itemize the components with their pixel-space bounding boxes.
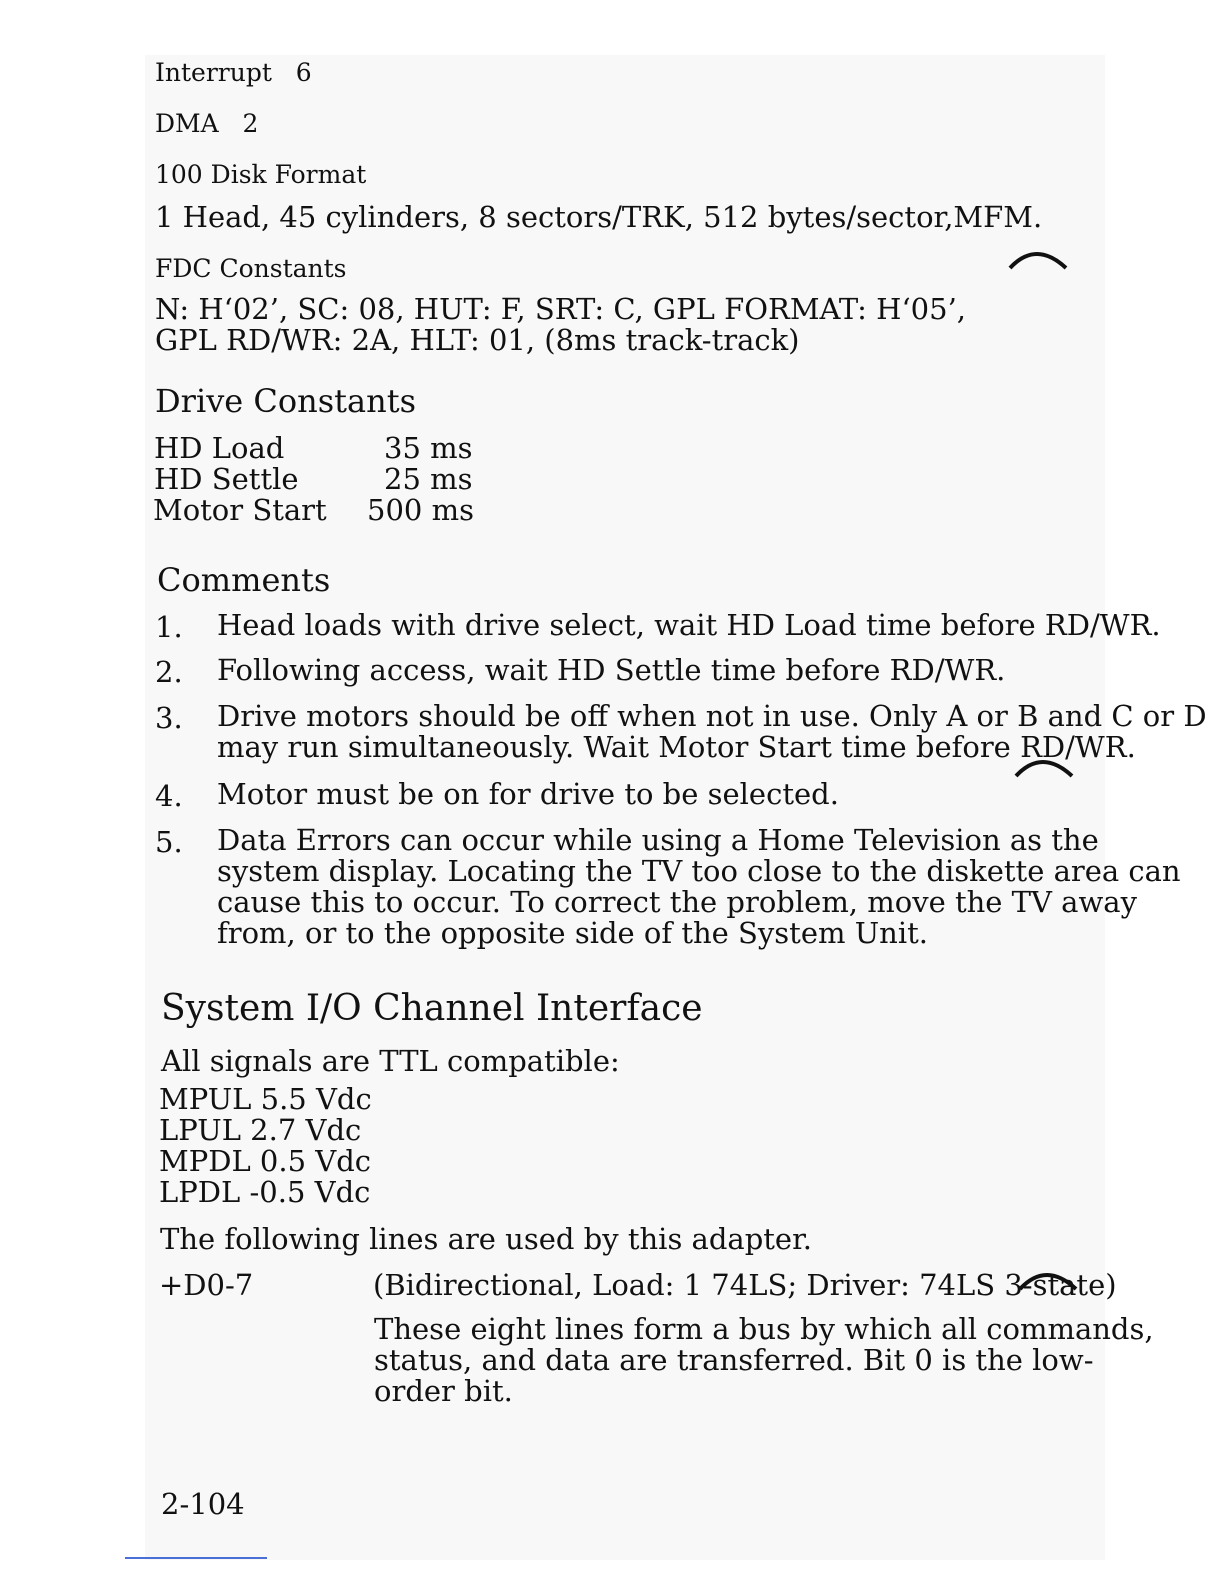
comment-number-2: 2. — [155, 655, 183, 689]
comment-number-5: 5. — [155, 825, 183, 859]
signal-name: +D0-7 — [159, 1268, 254, 1302]
interrupt-label: Interrupt — [155, 58, 272, 87]
comment-number-1: 1. — [155, 610, 183, 644]
disk-format-heading: 100 Disk Format — [155, 160, 367, 189]
comment-5-line-2: system display. Locating the TV too close to the diskette area can — [217, 854, 1181, 888]
io-channel-intro: All signals are TTL compatible: — [161, 1044, 620, 1078]
signal-level-4: LPDL -0.5 Vdc — [159, 1175, 371, 1209]
interrupt-value: 6 — [295, 58, 312, 87]
drive-constant-value-1: 35 ms — [384, 431, 473, 465]
page-number: 2-104 — [161, 1487, 245, 1521]
signal-level-2: LPUL 2.7 Vdc — [159, 1113, 362, 1147]
dma-value: 2 — [242, 109, 259, 138]
comment-1-line-1: Head loads with drive select, wait HD Load time before RD/WR. — [217, 608, 1161, 642]
drive-constants-heading: Drive Constants — [155, 382, 416, 420]
fdc-constants-line-1: N: H‘02’, SC: 08, HUT: F, SRT: C, GPL FORMAT: H‘05’, — [155, 292, 967, 326]
signal-description-line-3: order bit. — [374, 1374, 513, 1408]
drive-constant-name-3: Motor Start — [153, 493, 327, 527]
margin-arc-icon — [1014, 752, 1074, 782]
comment-3-line-1: Drive motors should be off when not in use. Only A or B and C or D — [217, 699, 1207, 733]
signal-description-line-1: These eight lines form a bus by which all commands, — [374, 1312, 1154, 1346]
lines-note: The following lines are used by this adapter. — [160, 1222, 812, 1256]
comment-number-3: 3. — [155, 701, 183, 735]
fdc-constants-line-2: GPL RD/WR: 2A, HLT: 01, (8ms track-track) — [155, 323, 800, 357]
signal-level-3: MPDL 0.5 Vdc — [159, 1144, 372, 1178]
drive-constant-value-3: 500 ms — [367, 493, 474, 527]
signal-level-1: MPUL 5.5 Vdc — [159, 1082, 372, 1116]
fdc-constants-heading: FDC Constants — [155, 254, 347, 283]
drive-constant-value-2: 25 ms — [384, 462, 473, 496]
margin-arc-icon — [1008, 244, 1068, 274]
dma-label: DMA — [155, 109, 219, 138]
comment-number-4: 4. — [155, 779, 183, 813]
disk-format-text: 1 Head, 45 cylinders, 8 sectors/TRK, 512 bytes/sector,MFM. — [155, 200, 1043, 234]
bottom-blue-bar — [125, 1557, 267, 1559]
comment-2-line-1: Following access, wait HD Settle time before RD/WR. — [217, 653, 1006, 687]
io-channel-heading: System I/O Channel Interface — [161, 988, 703, 1029]
signal-spec: (Bidirectional, Load: 1 74LS; Driver: 74LS 3-state) — [373, 1268, 1117, 1302]
comment-5-line-1: Data Errors can occur while using a Home Television as the — [217, 823, 1099, 857]
comments-heading: Comments — [157, 561, 331, 599]
comment-4-line-1: Motor must be on for drive to be selected. — [217, 777, 839, 811]
drive-constant-name-2: HD Settle — [154, 462, 299, 496]
interrupt-line — [155, 58, 312, 87]
comment-3-line-2: may run simultaneously. Wait Motor Start time before RD/WR. — [217, 730, 1136, 764]
drive-constant-name-1: HD Load — [154, 431, 285, 465]
margin-arc-icon — [1018, 1265, 1078, 1295]
signal-description-line-2: status, and data are transferred. Bit 0 is the low- — [374, 1343, 1094, 1377]
comment-5-line-4: from, or to the opposite side of the System Unit. — [217, 916, 928, 950]
comment-5-line-3: cause this to occur. To correct the problem, move the TV away — [217, 885, 1137, 919]
dma-line — [155, 109, 258, 138]
